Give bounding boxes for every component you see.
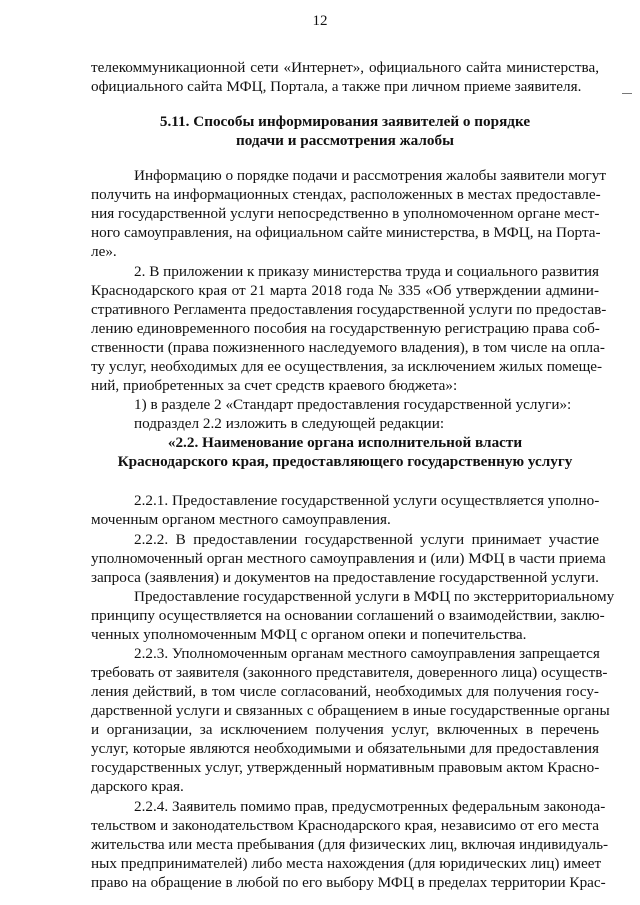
- text-line: 2.2.3. Уполномоченным органам местного самоуправления запрещается: [134, 645, 600, 662]
- text-line: требовать от заявителя (законного представителя, доверенного лица) осуществ-: [91, 664, 608, 681]
- text-line: телекоммуникационной сети «Интернет», официального сайта министерства,: [91, 59, 599, 76]
- text-line: запроса (заявления) и документов на предоставление государственной услуги.: [91, 569, 599, 586]
- text-line: право на обращение в любой по его выбору МФЦ в пределах территории Крас-: [91, 874, 606, 891]
- text-line: 1) в разделе 2 «Стандарт предоставления государственной услуги»:: [134, 396, 572, 413]
- text-line: дарского края.: [91, 778, 184, 795]
- text-line: официального сайта МФЦ, Портала, а также при личном приеме заявителя.: [91, 78, 582, 95]
- text-line: 2.2.1. Предоставление государственной услуги осуществляется уполно-: [134, 492, 600, 509]
- text-line: 2.2.4. Заявитель помимо прав, предусмотренных федеральным законода-: [134, 798, 606, 815]
- text-line: моченным органом местного самоуправления.: [91, 511, 391, 528]
- section-heading: 5.11. Способы информирования заявителей о порядке: [159, 113, 531, 130]
- text-line: принципу осуществляется на основании соглашений о взаимодействии, заклю-: [91, 607, 605, 624]
- text-line: ного самоуправления, на официальном сайте министерства, в МФЦ, на Порта-: [91, 224, 601, 241]
- subsection-heading: «2.2. Наименование органа исполнительной власти: [167, 434, 523, 451]
- text-line: Краснодарского края от 21 марта 2018 года № 335 «Об утверждении админи-: [91, 282, 599, 299]
- subsection-heading: Краснодарского края, предоставляющего государственную услугу: [117, 453, 573, 470]
- margin-mark: [622, 93, 632, 94]
- text-line: 2. В приложении к приказу министерства труда и социального развития: [134, 263, 599, 280]
- text-line: дарственной услуги и связанных с обращением в иные государственные органы: [91, 702, 610, 719]
- text-line: и организации, за исключением получения услуг, включенных в перечень: [91, 721, 599, 738]
- text-line: Информацию о порядке подачи и рассмотрения жалобы заявители могут: [134, 167, 606, 184]
- text-line: тельством и законодательством Краснодарского края, независимо от его места: [91, 817, 599, 834]
- text-line: Предоставление государственной услуги в МФЦ по экстерриториальному: [134, 588, 615, 605]
- text-line: 2.2.2. В предоставлении государственной услуги принимает участие: [134, 531, 599, 548]
- text-line: государственных услуг, утвержденный нормативным правовым актом Красно-: [91, 759, 600, 776]
- text-line: уполномоченный орган местного самоуправления и (или) МФЦ в части приема: [91, 550, 606, 567]
- text-line: жительства или места пребывания (для физических лиц, включая индивидуаль-: [91, 836, 609, 853]
- text-line: ственности (права пожизненного наследуемого владения), в том числе на опла-: [91, 339, 605, 356]
- text-line: ле».: [91, 243, 117, 260]
- section-heading: подачи и рассмотрения жалобы: [236, 132, 454, 149]
- text-line: стративного Регламента предоставления государственной услуги по предостав-: [91, 301, 607, 318]
- text-line: ченных уполномоченным МФЦ с органом опеки и попечительства.: [91, 626, 527, 643]
- page-number: 12: [312, 13, 328, 29]
- text-line: услуг, которые являются необходимыми и обязательными для предоставления: [91, 740, 599, 757]
- text-line: ных предпринимателей) либо места нахождения (для юридических лиц) имеет: [91, 855, 602, 872]
- text-line: лению единовременного пособия на государственную регистрацию права соб-: [91, 320, 600, 337]
- text-line: ту услуг, необходимых для ее осуществления, за исключением жилых помеще-: [91, 358, 603, 375]
- text-line: ния государственной услуги непосредственно в уполномоченном органе мест-: [91, 205, 600, 222]
- text-line: ления действий, в том числе согласований, необходимых для получения госу-: [91, 683, 599, 700]
- text-line: ний, приобретенных за счет средств краевого бюджета»:: [91, 377, 458, 394]
- text-line: получить на информационных стендах, расположенных в местах предоставле-: [91, 186, 601, 203]
- text-line: подраздел 2.2 изложить в следующей редакции:: [134, 415, 445, 432]
